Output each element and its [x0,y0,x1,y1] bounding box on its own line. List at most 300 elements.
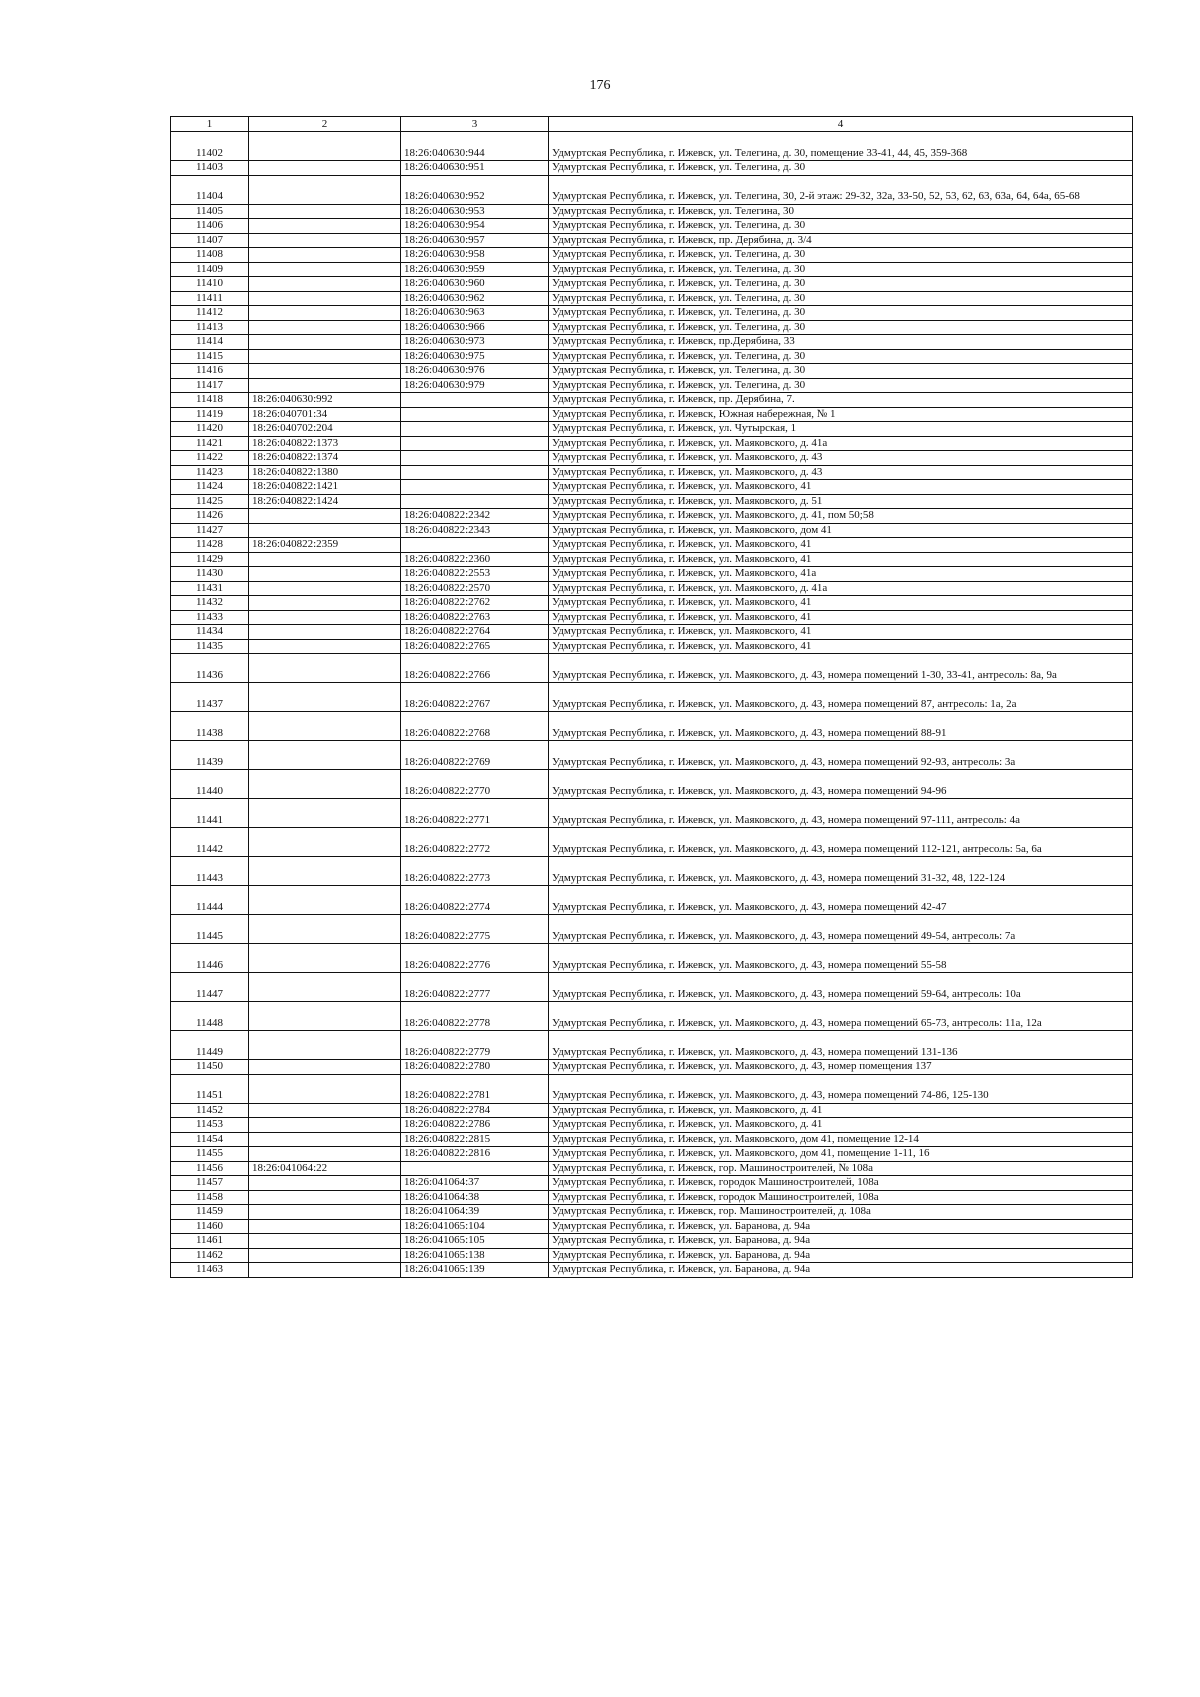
address-cell: Удмуртская Республика, г. Ижевск, ул. Маяковского, д. 43, номера помещений 92-93, антресоль: 3а [549,741,1133,770]
cadastral-number-col2-cell [249,1234,401,1249]
row-number-cell: 11446 [171,944,249,973]
table-row [171,639,1133,654]
cadastral-number-col3-cell: 18:26:041065:105 [401,1234,549,1249]
cadastral-number-col3-cell: 18:26:040630:944 [401,132,549,161]
cadastral-number-col2-cell [249,1248,401,1263]
table-row [171,1103,1133,1118]
cadastral-number-col2-cell: 18:26:040822:1373 [249,436,401,451]
cadastral-number-col3-cell: 18:26:040630:973 [401,335,549,350]
address-cell: Удмуртская Республика, г. Ижевск, ул. Маяковского, д. 43, номера помещений 87, антресоль: 1а, 2а [549,683,1133,712]
row-number-cell: 11458 [171,1190,249,1205]
address-cell: Удмуртская Республика, г. Ижевск, ул. Телегина, д. 30 [549,306,1133,321]
cadastral-number-col2-cell [249,364,401,379]
table-row [171,1205,1133,1220]
row-number-cell: 11440 [171,770,249,799]
table-row [171,538,1133,553]
table-row [171,451,1133,466]
address-cell: Удмуртская Республика, г. Ижевск, ул. Маяковского, д. 43 [549,465,1133,480]
row-number-cell: 11419 [171,407,249,422]
cadastral-number-col2-cell [249,973,401,1002]
row-number-cell: 11428 [171,538,249,553]
cadastral-number-col2-cell [249,233,401,248]
table-row [171,509,1133,524]
address-cell: Удмуртская Республика, г. Ижевск, ул. Маяковского, д. 43, номер помещения 137 [549,1060,1133,1075]
address-cell: Удмуртская Республика, г. Ижевск, ул. Телегина, д. 30 [549,277,1133,292]
table-row [171,349,1133,364]
cadastral-number-col3-cell: 18:26:040822:2553 [401,567,549,582]
table-row [171,436,1133,451]
address-cell: Удмуртская Республика, г. Ижевск, ул. Маяковского, дом 41, помещение 12-14 [549,1132,1133,1147]
table-row [171,683,1133,712]
cadastral-number-col2-cell [249,161,401,176]
address-cell: Удмуртская Республика, г. Ижевск, ул. Телегина, 30 [549,204,1133,219]
cadastral-number-col3-cell [401,494,549,509]
cadastral-number-col3-cell: 18:26:040822:2570 [401,581,549,596]
cadastral-number-col3-cell: 18:26:040822:2778 [401,1002,549,1031]
cadastral-number-col3-cell: 18:26:040822:2774 [401,886,549,915]
cadastral-number-col2-cell: 18:26:040822:1424 [249,494,401,509]
table-row [171,944,1133,973]
table-row [171,480,1133,495]
row-number-cell: 11457 [171,1176,249,1191]
cadastral-number-col3-cell: 18:26:040822:2767 [401,683,549,712]
row-number-cell: 11406 [171,219,249,234]
cadastral-number-col3-cell: 18:26:040630:963 [401,306,549,321]
table-row [171,262,1133,277]
cadastral-number-col2-cell [249,320,401,335]
row-number-cell: 11448 [171,1002,249,1031]
table-row [171,1219,1133,1234]
row-number-cell: 11454 [171,1132,249,1147]
table-row [171,857,1133,886]
row-number-cell: 11443 [171,857,249,886]
row-number-cell: 11462 [171,1248,249,1263]
address-cell: Удмуртская Республика, г. Ижевск, ул. Маяковского, 41 [549,596,1133,611]
column-header-1: 1 [171,117,249,132]
cadastral-number-col3-cell: 18:26:040822:2342 [401,509,549,524]
cadastral-number-col2-cell [249,828,401,857]
address-cell: Удмуртская Республика, г. Ижевск, пр. Дерябина, 7. [549,393,1133,408]
cadastral-number-col2-cell [249,1031,401,1060]
row-number-cell: 11442 [171,828,249,857]
row-number-cell: 11404 [171,175,249,204]
cadastral-number-col2-cell [249,886,401,915]
cadastral-number-col2-cell: 18:26:040822:2359 [249,538,401,553]
cadastral-number-col3-cell: 18:26:041064:37 [401,1176,549,1191]
address-cell: Удмуртская Республика, г. Ижевск, ул. Маяковского, 41 [549,538,1133,553]
cadastral-number-col2-cell [249,262,401,277]
cadastral-number-col3-cell: 18:26:040822:2343 [401,523,549,538]
cadastral-number-col2-cell [249,915,401,944]
cadastral-number-col2-cell [249,1002,401,1031]
address-cell: Удмуртская Республика, г. Ижевск, ул. Маяковского, д. 43, номера помещений 88-91 [549,712,1133,741]
table-row [171,1031,1133,1060]
row-number-cell: 11411 [171,291,249,306]
row-number-cell: 11459 [171,1205,249,1220]
cadastral-number-col2-cell [249,552,401,567]
row-number-cell: 11431 [171,581,249,596]
cadastral-number-col2-cell: 18:26:040822:1380 [249,465,401,480]
cadastral-number-col3-cell: 18:26:040822:2775 [401,915,549,944]
cadastral-number-col2-cell: 18:26:041064:22 [249,1161,401,1176]
address-cell: Удмуртская Республика, г. Ижевск, ул. Телегина, д. 30 [549,291,1133,306]
table-row [171,625,1133,640]
cadastral-number-col3-cell: 18:26:040822:2773 [401,857,549,886]
cadastral-number-col2-cell [249,349,401,364]
table-row [171,306,1133,321]
address-cell: Удмуртская Республика, г. Ижевск, ул. Телегина, д. 30 [549,248,1133,263]
address-cell: Удмуртская Республика, г. Ижевск, ул. Маяковского, д. 41а [549,581,1133,596]
cadastral-number-col2-cell [249,1118,401,1133]
table-row [171,465,1133,480]
table-row [171,915,1133,944]
cadastral-number-col2-cell [249,581,401,596]
cadastral-number-col3-cell: 18:26:041064:38 [401,1190,549,1205]
row-number-cell: 11432 [171,596,249,611]
address-cell: Удмуртская Республика, г. Ижевск, ул. Маяковского, 41 [549,625,1133,640]
cadastral-number-col2-cell [249,248,401,263]
table-row [171,654,1133,683]
cadastral-number-col3-cell: 18:26:040630:954 [401,219,549,234]
row-number-cell: 11413 [171,320,249,335]
cadastral-number-col2-cell [249,596,401,611]
table-row [171,204,1133,219]
cadastral-number-col3-cell: 18:26:040822:2786 [401,1118,549,1133]
cadastral-number-col3-cell: 18:26:040630:979 [401,378,549,393]
cadastral-number-col2-cell [249,567,401,582]
address-cell: Удмуртская Республика, г. Ижевск, ул. Маяковского, 41 [549,480,1133,495]
table-row [171,1176,1133,1191]
address-cell: Удмуртская Республика, г. Ижевск, ул. Телегина, д. 30 [549,364,1133,379]
table-row [171,1002,1133,1031]
table-row [171,1132,1133,1147]
cadastral-number-col3-cell [401,465,549,480]
table-row [171,1248,1133,1263]
cadastral-number-col3-cell: 18:26:040630:958 [401,248,549,263]
cadastral-number-col3-cell: 18:26:040630:953 [401,204,549,219]
address-cell: Удмуртская Республика, г. Ижевск, ул. Телегина, д. 30 [549,161,1133,176]
address-cell: Удмуртская Республика, г. Ижевск, ул. Маяковского, д. 43, номера помещений 65-73, антресоль: 11а, 12а [549,1002,1133,1031]
cadastral-number-col3-cell [401,422,549,437]
column-header-2: 2 [249,117,401,132]
cadastral-number-col3-cell: 18:26:040822:2762 [401,596,549,611]
cadastral-number-col2-cell [249,1060,401,1075]
cadastral-number-col3-cell: 18:26:040822:2765 [401,639,549,654]
address-cell: Удмуртская Республика, г. Ижевск, ул. Телегина, д. 30 [549,349,1133,364]
cadastral-number-col3-cell: 18:26:041065:138 [401,1248,549,1263]
table-row [171,1234,1133,1249]
cadastral-number-col2-cell [249,291,401,306]
table-row [171,320,1133,335]
row-number-cell: 11405 [171,204,249,219]
table-row [171,1190,1133,1205]
cadastral-number-col2-cell [249,523,401,538]
cadastral-number-col3-cell [401,436,549,451]
row-number-cell: 11455 [171,1147,249,1162]
cadastral-number-col2-cell [249,654,401,683]
address-cell: Удмуртская Республика, г. Ижевск, ул. Маяковского, д. 43, номера помещений 59-64, антресоль: 10а [549,973,1133,1002]
row-number-cell: 11434 [171,625,249,640]
row-number-cell: 11422 [171,451,249,466]
cadastral-number-col2-cell [249,1147,401,1162]
address-cell: Удмуртская Республика, г. Ижевск, пр. Дерябина, д. 3/4 [549,233,1133,248]
table-row [171,291,1133,306]
row-number-cell: 11416 [171,364,249,379]
cadastral-number-col2-cell [249,306,401,321]
cadastral-number-col2-cell [249,770,401,799]
address-cell: Удмуртская Республика, г. Ижевск, ул. Баранова, д. 94а [549,1234,1133,1249]
address-cell: Удмуртская Республика, г. Ижевск, ул. Маяковского, д. 51 [549,494,1133,509]
table-row [171,161,1133,176]
row-number-cell: 11447 [171,973,249,1002]
cadastral-number-col2-cell [249,132,401,161]
row-number-cell: 11423 [171,465,249,480]
cadastral-number-col2-cell [249,1074,401,1103]
cadastral-number-col3-cell: 18:26:040822:2769 [401,741,549,770]
table-row [171,741,1133,770]
row-number-cell: 11414 [171,335,249,350]
table-row [171,407,1133,422]
address-cell: Удмуртская Республика, г. Ижевск, ул. Маяковского, д. 41, пом 50;58 [549,509,1133,524]
cadastral-number-col2-cell [249,639,401,654]
row-number-cell: 11424 [171,480,249,495]
address-cell: Удмуртская Республика, г. Ижевск, городок Машиностроителей, 108а [549,1176,1133,1191]
address-cell: Удмуртская Республика, г. Ижевск, ул. Телегина, д. 30 [549,262,1133,277]
column-header-3: 3 [401,117,549,132]
address-cell: Удмуртская Республика, г. Ижевск, ул. Маяковского, 41 [549,552,1133,567]
cadastral-number-col3-cell: 18:26:041065:139 [401,1263,549,1278]
header-row [171,117,1133,132]
table-row [171,1161,1133,1176]
table-row [171,277,1133,292]
cadastral-number-col2-cell [249,1176,401,1191]
address-cell: Удмуртская Республика, г. Ижевск, ул. Маяковского, д. 43, номера помещений 131-136 [549,1031,1133,1060]
cadastral-number-col2-cell [249,1205,401,1220]
cadastral-number-col3-cell: 18:26:040822:2768 [401,712,549,741]
table-row [171,175,1133,204]
row-number-cell: 11460 [171,1219,249,1234]
column-header-4: 4 [549,117,1133,132]
cadastral-number-col3-cell: 18:26:040822:2771 [401,799,549,828]
address-cell: Удмуртская Республика, г. Ижевск, ул. Маяковского, д. 43, номера помещений 49-54, антресоль: 7а [549,915,1133,944]
table-row [171,132,1133,161]
table-row [171,378,1133,393]
row-number-cell: 11417 [171,378,249,393]
cadastral-number-col2-cell [249,335,401,350]
address-cell: Удмуртская Республика, г. Ижевск, ул. Телегина, д. 30 [549,320,1133,335]
cadastral-number-col3-cell [401,451,549,466]
cadastral-number-col2-cell [249,1103,401,1118]
table-row [171,219,1133,234]
row-number-cell: 11409 [171,262,249,277]
address-cell: Удмуртская Республика, г. Ижевск, ул. Баранова, д. 94а [549,1263,1133,1278]
address-cell: Удмуртская Республика, г. Ижевск, ул. Телегина, д. 30 [549,378,1133,393]
table-row [171,1263,1133,1278]
address-cell: Удмуртская Республика, г. Ижевск, ул. Маяковского, д. 41а [549,436,1133,451]
address-cell: Удмуртская Республика, г. Ижевск, городок Машиностроителей, 108а [549,1190,1133,1205]
table-row [171,567,1133,582]
cadastral-number-col2-cell [249,625,401,640]
row-number-cell: 11449 [171,1031,249,1060]
row-number-cell: 11451 [171,1074,249,1103]
table-row [171,1147,1133,1162]
cadastral-number-col2-cell [249,799,401,828]
table-row [171,393,1133,408]
address-cell: Удмуртская Республика, г. Ижевск, ул. Маяковского, дом 41 [549,523,1133,538]
address-cell: Удмуртская Республика, г. Ижевск, ул. Телегина, д. 30, помещение 33-41, 44, 45, 359-368 [549,132,1133,161]
table-row [171,770,1133,799]
page-number: 176 [589,78,611,93]
cadastral-number-col3-cell: 18:26:040630:951 [401,161,549,176]
table-row [171,248,1133,263]
table-row [171,335,1133,350]
address-cell: Удмуртская Республика, г. Ижевск, ул. Маяковского, д. 43, номера помещений 74-86, 125-130 [549,1074,1133,1103]
table-row [171,523,1133,538]
address-cell: Удмуртская Республика, г. Ижевск, пр.Дерябина, 33 [549,335,1133,350]
cadastral-number-col2-cell [249,857,401,886]
address-cell: Удмуртская Республика, г. Ижевск, ул. Маяковского, д. 43, номера помещений 42-47 [549,886,1133,915]
table-row [171,494,1133,509]
row-number-cell: 11421 [171,436,249,451]
cadastral-number-col3-cell [401,1161,549,1176]
cadastral-number-col2-cell: 18:26:040822:1374 [249,451,401,466]
table-row [171,712,1133,741]
row-number-cell: 11463 [171,1263,249,1278]
cadastral-number-col3-cell: 18:26:040630:962 [401,291,549,306]
table-row [171,581,1133,596]
cadastral-number-col3-cell: 18:26:040630:960 [401,277,549,292]
cadastral-number-col3-cell: 18:26:040630:957 [401,233,549,248]
cadastral-number-col3-cell [401,393,549,408]
cadastral-number-col2-cell: 18:26:040701:34 [249,407,401,422]
cadastral-number-col3-cell: 18:26:040822:2770 [401,770,549,799]
cadastral-number-col3-cell: 18:26:040630:952 [401,175,549,204]
cadastral-number-col2-cell: 18:26:040702:204 [249,422,401,437]
row-number-cell: 11429 [171,552,249,567]
table-row [171,1074,1133,1103]
row-number-cell: 11420 [171,422,249,437]
address-cell: Удмуртская Республика, г. Ижевск, ул. Маяковского, д. 41 [549,1118,1133,1133]
cadastral-number-col3-cell: 18:26:040822:2816 [401,1147,549,1162]
cadastral-number-col2-cell [249,741,401,770]
address-cell: Удмуртская Республика, г. Ижевск, ул. Маяковского, д. 43, номера помещений 94-96 [549,770,1133,799]
cadastral-number-col3-cell: 18:26:040822:2772 [401,828,549,857]
cadastral-number-col3-cell: 18:26:041065:104 [401,1219,549,1234]
table-row [171,610,1133,625]
address-cell: Удмуртская Республика, г. Ижевск, ул. Телегина, 30, 2-й этаж: 29-32, 32а, 33-50, 52, 53, 62, 63, 63а, 64, 64а, 65-68 [549,175,1133,204]
table-row [171,233,1133,248]
address-cell: Удмуртская Республика, г. Ижевск, гор. Машиностроителей, д. 108а [549,1205,1133,1220]
address-cell: Удмуртская Республика, г. Ижевск, ул. Маяковского, д. 43 [549,451,1133,466]
row-number-cell: 11418 [171,393,249,408]
cadastral-number-col3-cell [401,407,549,422]
cadastral-number-col2-cell [249,204,401,219]
table-row [171,799,1133,828]
cadastral-number-col3-cell [401,538,549,553]
row-number-cell: 11427 [171,523,249,538]
row-number-cell: 11437 [171,683,249,712]
address-cell: Удмуртская Республика, г. Ижевск, ул. Маяковского, д. 43, номера помещений 112-121, антресоль: 5а, 6а [549,828,1133,857]
cadastral-number-col3-cell: 18:26:040822:2779 [401,1031,549,1060]
address-cell: Удмуртская Республика, г. Ижевск, ул. Маяковского, дом 41, помещение 1-11, 16 [549,1147,1133,1162]
cadastral-number-col2-cell: 18:26:040630:992 [249,393,401,408]
address-cell: Удмуртская Республика, г. Ижевск, ул. Телегина, д. 30 [549,219,1133,234]
table-row [171,1118,1133,1133]
cadastral-number-col2-cell [249,277,401,292]
row-number-cell: 11412 [171,306,249,321]
cadastral-number-col3-cell: 18:26:040630:966 [401,320,549,335]
cadastral-number-col2-cell [249,712,401,741]
table-row [171,1060,1133,1075]
row-number-cell: 11461 [171,1234,249,1249]
address-cell: Удмуртская Республика, г. Ижевск, ул. Маяковского, 41 [549,639,1133,654]
row-number-cell: 11415 [171,349,249,364]
table-row [171,973,1133,1002]
cadastral-number-col2-cell [249,219,401,234]
row-number-cell: 11408 [171,248,249,263]
table-row [171,886,1133,915]
row-number-cell: 11426 [171,509,249,524]
cadastral-number-col3-cell: 18:26:040822:2764 [401,625,549,640]
cadastral-number-col2-cell [249,1263,401,1278]
row-number-cell: 11439 [171,741,249,770]
row-number-cell: 11445 [171,915,249,944]
cadastral-number-col2-cell [249,1132,401,1147]
row-number-cell: 11433 [171,610,249,625]
cadastral-number-col3-cell [401,480,549,495]
address-cell: Удмуртская Республика, г. Ижевск, ул. Маяковского, 41 [549,610,1133,625]
row-number-cell: 11402 [171,132,249,161]
cadastral-number-col2-cell [249,610,401,625]
cadastral-number-col2-cell: 18:26:040822:1421 [249,480,401,495]
cadastral-number-col3-cell: 18:26:040630:976 [401,364,549,379]
cadastral-number-col2-cell [249,1190,401,1205]
address-cell: Удмуртская Республика, г. Ижевск, ул. Маяковского, д. 41 [549,1103,1133,1118]
row-number-cell: 11452 [171,1103,249,1118]
table-row [171,596,1133,611]
address-cell: Удмуртская Республика, г. Ижевск, ул. Баранова, д. 94а [549,1219,1133,1234]
row-number-cell: 11430 [171,567,249,582]
cadastral-number-col2-cell [249,175,401,204]
cadastral-number-col3-cell: 18:26:041064:39 [401,1205,549,1220]
cadastral-number-col2-cell [249,944,401,973]
table-row [171,364,1133,379]
row-number-cell: 11436 [171,654,249,683]
cadastral-number-col3-cell: 18:26:040822:2776 [401,944,549,973]
cadastral-number-col2-cell [249,1219,401,1234]
address-cell: Удмуртская Республика, г. Ижевск, ул. Маяковского, д. 43, номера помещений 1-30, 33-41, антресоль: 8а, 9а [549,654,1133,683]
cadastral-number-col3-cell: 18:26:040822:2360 [401,552,549,567]
table-body [171,132,1133,1278]
row-number-cell: 11435 [171,639,249,654]
address-cell: Удмуртская Республика, г. Ижевск, ул. Чутырская, 1 [549,422,1133,437]
cadastral-number-col3-cell: 18:26:040822:2763 [401,610,549,625]
cadastral-number-col3-cell: 18:26:040822:2777 [401,973,549,1002]
address-cell: Удмуртская Республика, г. Ижевск, ул. Маяковского, 41а [549,567,1133,582]
cadastral-number-col2-cell [249,509,401,524]
address-cell: Удмуртская Республика, г. Ижевск, ул. Маяковского, д. 43, номера помещений 97-111, антресоль: 4а [549,799,1133,828]
address-cell: Удмуртская Республика, г. Ижевск, ул. Баранова, д. 94а [549,1248,1133,1263]
address-cell: Удмуртская Республика, г. Ижевск, ул. Маяковского, д. 43, номера помещений 55-58 [549,944,1133,973]
table-row [171,552,1133,567]
row-number-cell: 11456 [171,1161,249,1176]
row-number-cell: 11403 [171,161,249,176]
address-cell: Удмуртская Республика, г. Ижевск, гор. Машиностроителей, № 108а [549,1161,1133,1176]
cadastral-number-col2-cell [249,683,401,712]
row-number-cell: 11441 [171,799,249,828]
table-row [171,422,1133,437]
cadastral-number-col3-cell: 18:26:040822:2781 [401,1074,549,1103]
